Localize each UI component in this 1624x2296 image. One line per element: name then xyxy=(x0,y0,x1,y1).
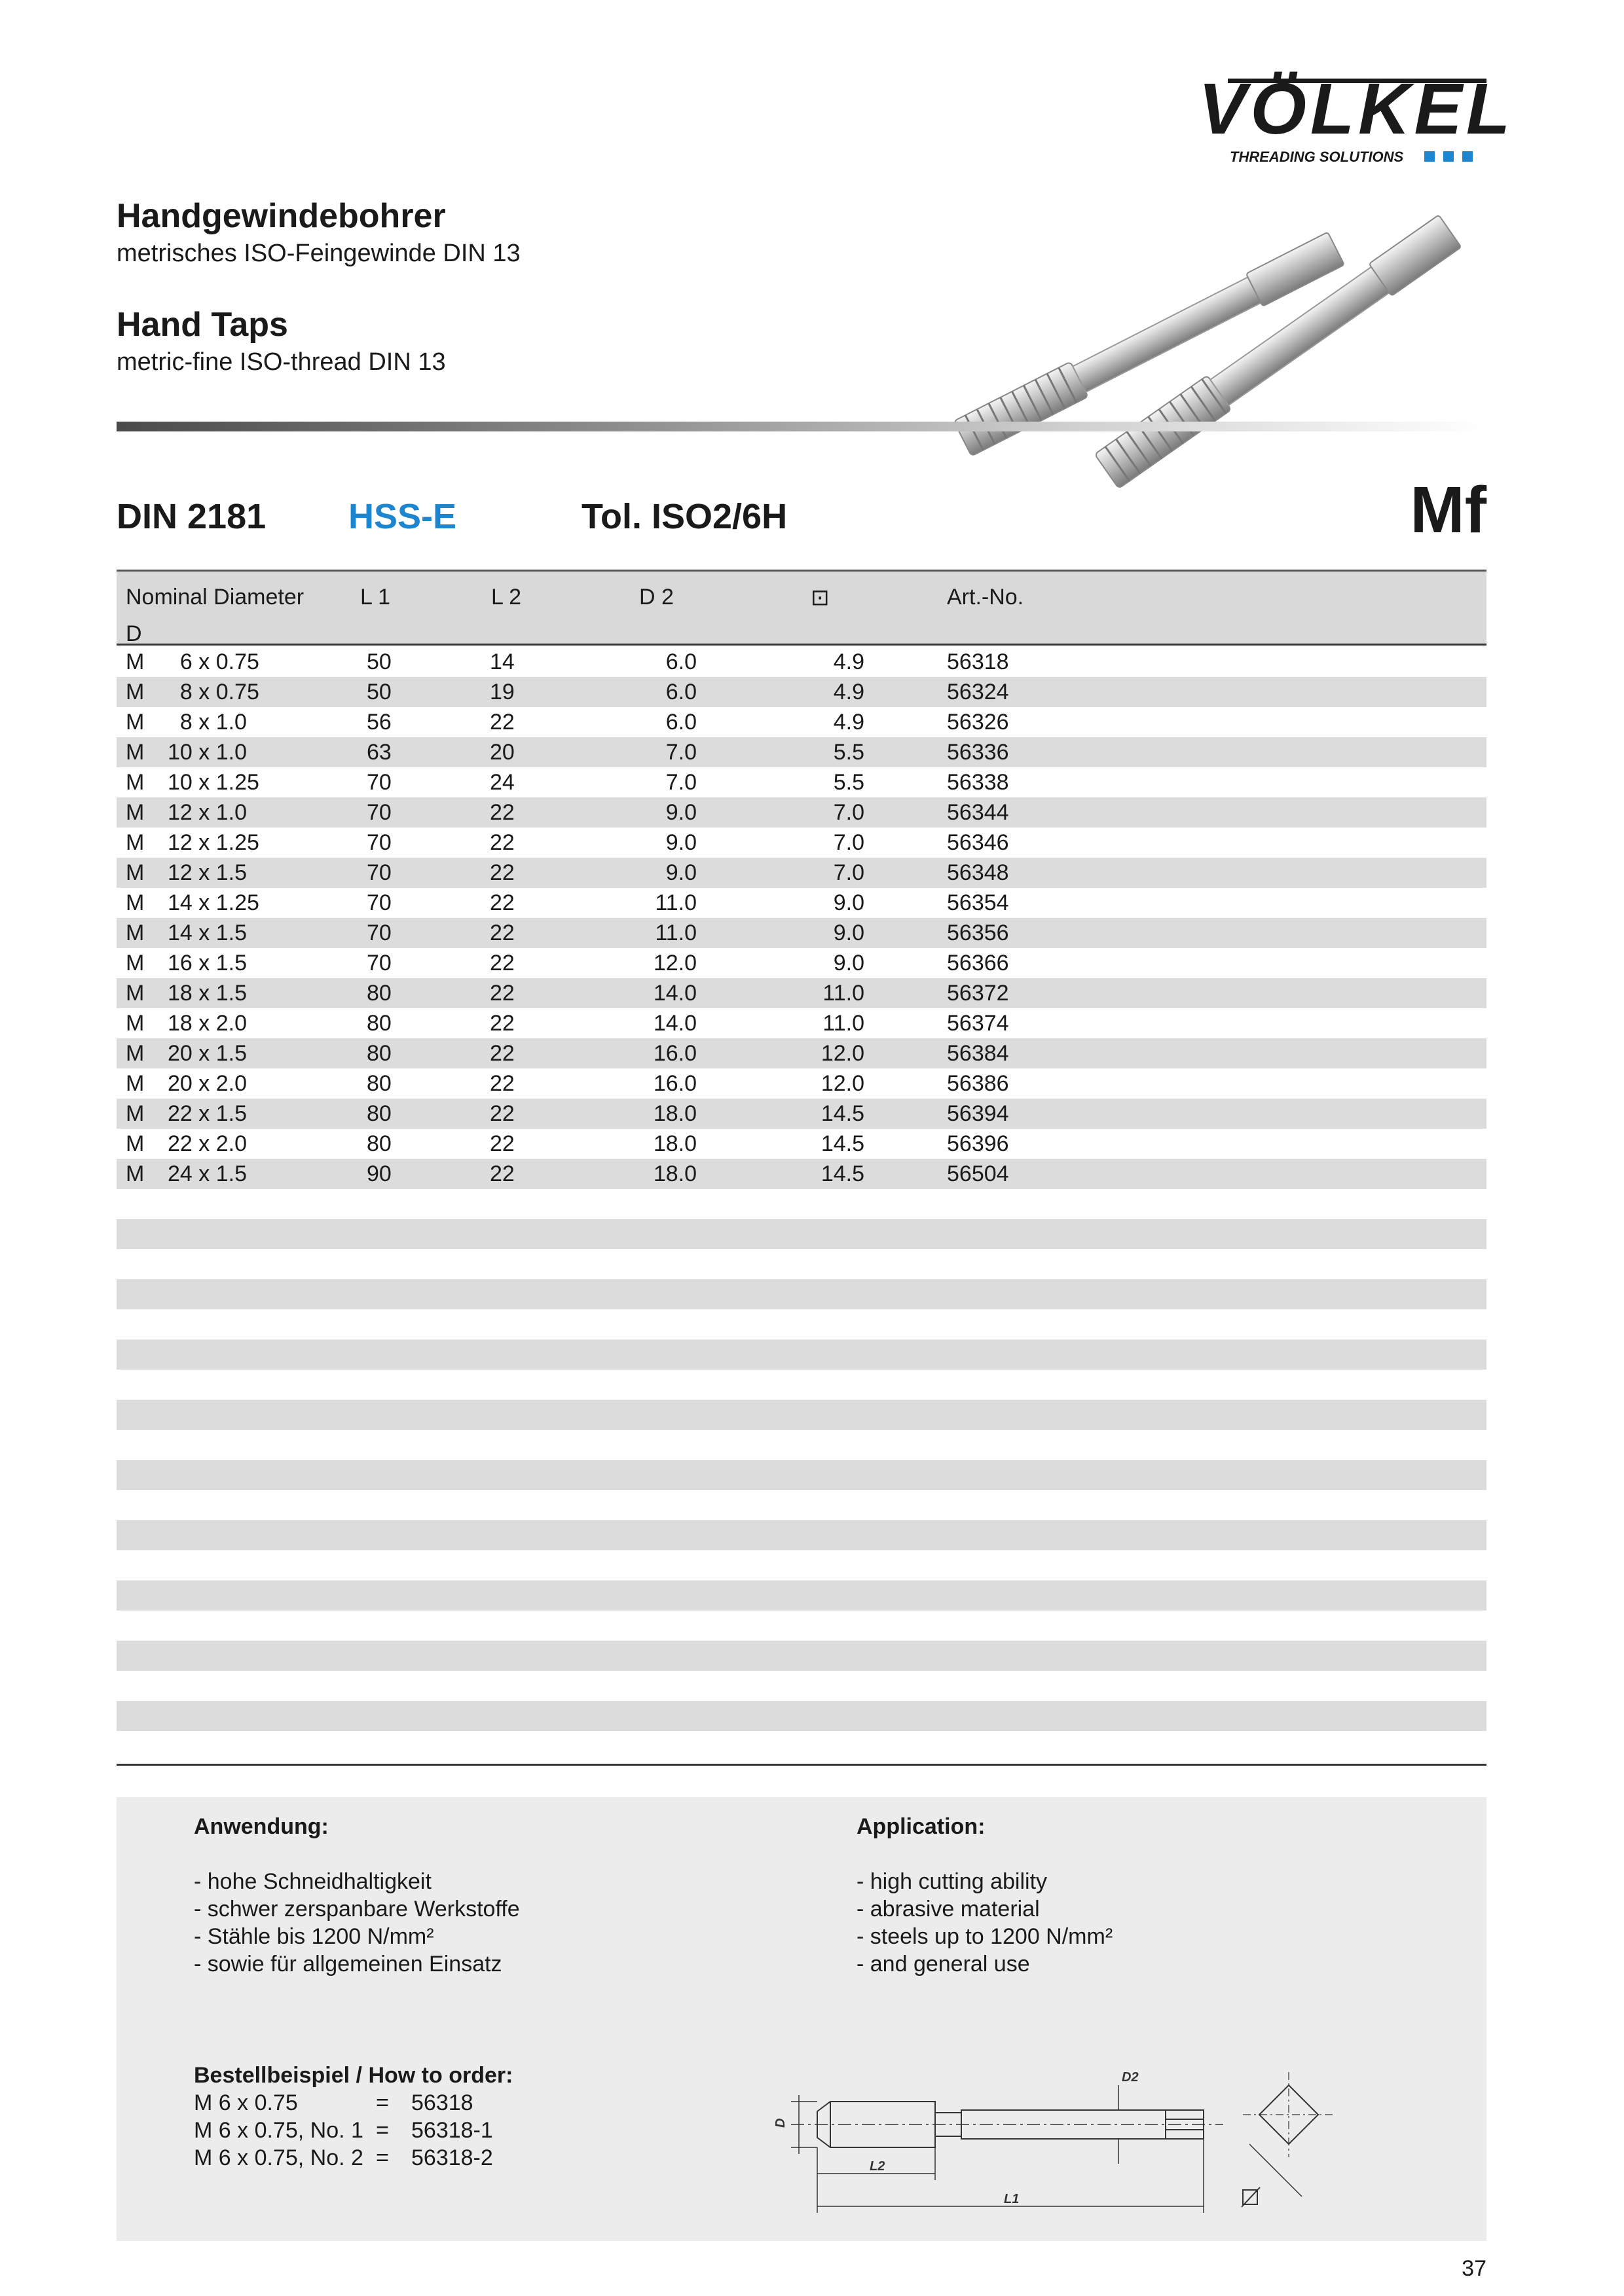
cell-m: M xyxy=(126,1041,145,1066)
order-label: M 6 x 0.75, No. 1 xyxy=(194,2118,363,2143)
cell-square: 12.0 xyxy=(821,1071,864,1096)
cell-size: 16 x 1.5 xyxy=(168,951,247,975)
cell-d2: 16.0 xyxy=(653,1041,697,1066)
cell-l2: 22 xyxy=(490,830,515,855)
table-row xyxy=(117,1159,1486,1189)
cell-l2: 20 xyxy=(490,740,515,765)
cell-square: 14.5 xyxy=(821,1161,864,1186)
cell-l2: 22 xyxy=(490,1041,515,1066)
table-row xyxy=(117,858,1486,888)
brand-tagline: THREADING SOLUTIONS xyxy=(1230,149,1404,165)
cell-m: M xyxy=(126,1011,145,1036)
cell-art-no: 56374 xyxy=(947,1011,1009,1036)
cell-l1: 80 xyxy=(367,1101,392,1126)
cell-square: 7.0 xyxy=(833,830,864,855)
application-item-en: - and general use xyxy=(857,1952,1030,1977)
cell-square: 14.5 xyxy=(821,1101,864,1126)
empty-table-band xyxy=(117,1701,1486,1731)
cell-size: 24 x 1.5 xyxy=(168,1161,247,1186)
cell-d2: 6.0 xyxy=(665,649,697,674)
cell-l2: 22 xyxy=(490,1161,515,1186)
subtitle-german: metrisches ISO-Feingewinde DIN 13 xyxy=(117,240,521,267)
cell-l1: 70 xyxy=(367,860,392,885)
cell-m: M xyxy=(126,1071,145,1096)
cell-square: 4.9 xyxy=(833,680,864,704)
cell-m: M xyxy=(126,920,145,945)
cell-art-no: 56384 xyxy=(947,1041,1009,1066)
page-number: 37 xyxy=(1462,2256,1486,2281)
cell-art-no: 56344 xyxy=(947,800,1009,825)
cell-size: 12 x 1.5 xyxy=(168,860,247,885)
table-row xyxy=(117,918,1486,948)
cell-m: M xyxy=(126,649,145,674)
hand-taps-image xyxy=(943,196,1506,498)
application-item-en: - steels up to 1200 N/mm² xyxy=(857,1924,1113,1949)
cell-d2: 7.0 xyxy=(665,740,697,765)
empty-table-band xyxy=(117,1520,1486,1550)
cell-l1: 80 xyxy=(367,1011,392,1036)
empty-table-band xyxy=(117,1460,1486,1490)
title-english: Hand Taps xyxy=(117,306,288,344)
cell-d2: 18.0 xyxy=(653,1161,697,1186)
cell-art-no: 56318 xyxy=(947,649,1009,674)
cell-d2: 9.0 xyxy=(665,860,697,885)
cell-size: 8 x 0.75 xyxy=(168,680,259,704)
cell-l2: 22 xyxy=(490,1131,515,1156)
empty-table-band xyxy=(117,1279,1486,1309)
subtitle-english: metric-fine ISO-thread DIN 13 xyxy=(117,348,446,376)
cell-square: 9.0 xyxy=(833,890,864,915)
cell-size: 8 x 1.0 xyxy=(168,710,247,735)
cell-d2: 16.0 xyxy=(653,1071,697,1096)
table-row xyxy=(117,1008,1486,1038)
cell-m: M xyxy=(126,981,145,1006)
application-item-de: - sowie für allgemeinen Einsatz xyxy=(194,1952,502,1977)
cell-art-no: 56326 xyxy=(947,710,1009,735)
cell-l1: 80 xyxy=(367,1071,392,1096)
table-row xyxy=(117,647,1486,677)
table-row xyxy=(117,737,1486,767)
cell-l1: 70 xyxy=(367,800,392,825)
cell-art-no: 56386 xyxy=(947,1071,1009,1096)
col-l1: L 1 xyxy=(360,585,391,610)
cell-d2: 18.0 xyxy=(653,1101,697,1126)
cell-square: 4.9 xyxy=(833,710,864,735)
cell-size: 14 x 1.25 xyxy=(168,890,259,915)
cell-d2: 18.0 xyxy=(653,1131,697,1156)
table-row xyxy=(117,797,1486,828)
table-row xyxy=(117,828,1486,858)
col-square: ⊡ xyxy=(811,585,830,610)
brand-logo: VÖLKEL xyxy=(1198,69,1515,149)
table-row xyxy=(117,707,1486,737)
application-item-de: - Stähle bis 1200 N/mm² xyxy=(194,1924,434,1949)
cell-square: 5.5 xyxy=(833,770,864,795)
cell-l1: 70 xyxy=(367,770,392,795)
cell-l2: 24 xyxy=(490,770,515,795)
application-item-de: - hohe Schneidhaltigkeit xyxy=(194,1869,432,1894)
cell-square: 5.5 xyxy=(833,740,864,765)
cell-m: M xyxy=(126,860,145,885)
cell-l1: 56 xyxy=(367,710,392,735)
cell-l2: 14 xyxy=(490,649,515,674)
cell-art-no: 56394 xyxy=(947,1101,1009,1126)
order-title: Bestellbeispiel / How to order: xyxy=(194,2063,513,2088)
order-equals: = xyxy=(376,2145,389,2170)
cell-d2: 11.0 xyxy=(655,920,697,945)
table-row xyxy=(117,888,1486,918)
cell-l1: 63 xyxy=(367,740,392,765)
order-code: 56318-1 xyxy=(411,2118,493,2143)
table-row xyxy=(117,1038,1486,1068)
cell-size: 12 x 1.25 xyxy=(168,830,259,855)
cell-art-no: 56366 xyxy=(947,951,1009,975)
cell-l1: 80 xyxy=(367,1041,392,1066)
cell-l2: 22 xyxy=(490,981,515,1006)
cell-size: 22 x 2.0 xyxy=(168,1131,247,1156)
cell-art-no: 56338 xyxy=(947,770,1009,795)
cell-square: 14.5 xyxy=(821,1131,864,1156)
cell-size: 6 x 0.75 xyxy=(168,649,259,674)
cell-l2: 22 xyxy=(490,920,515,945)
cell-d2: 14.0 xyxy=(653,1011,697,1036)
cell-l1: 50 xyxy=(367,649,392,674)
cell-size: 20 x 2.0 xyxy=(168,1071,247,1096)
cell-l2: 22 xyxy=(490,1011,515,1036)
order-code: 56318 xyxy=(411,2090,473,2115)
col-nominal-d: D xyxy=(126,621,142,646)
cell-l2: 22 xyxy=(490,1101,515,1126)
cell-d2: 14.0 xyxy=(653,981,697,1006)
cell-l1: 80 xyxy=(367,981,392,1006)
table-bottom-rule xyxy=(117,1764,1486,1766)
cell-art-no: 56348 xyxy=(947,860,1009,885)
cell-art-no: 56354 xyxy=(947,890,1009,915)
cell-size: 20 x 1.5 xyxy=(168,1041,247,1066)
table-row xyxy=(117,767,1486,797)
application-box xyxy=(117,1797,1486,2241)
cell-square: 9.0 xyxy=(833,951,864,975)
cell-square: 7.0 xyxy=(833,800,864,825)
thread-code: Mf xyxy=(1410,473,1486,547)
application-item-de: - schwer zerspanbare Werkstoffe xyxy=(194,1897,520,1922)
din-standard: DIN 2181 xyxy=(117,497,267,536)
application-item-en: - high cutting ability xyxy=(857,1869,1048,1894)
empty-table-band xyxy=(117,1339,1486,1370)
cell-m: M xyxy=(126,890,145,915)
cell-m: M xyxy=(126,710,145,735)
tolerance-label: Tol. ISO2/6H xyxy=(581,497,788,536)
application-title-en: Application: xyxy=(857,1814,986,1839)
cell-square: 11.0 xyxy=(822,981,864,1006)
cell-art-no: 56346 xyxy=(947,830,1009,855)
cell-size: 22 x 1.5 xyxy=(168,1101,247,1126)
cell-m: M xyxy=(126,680,145,704)
table-row xyxy=(117,948,1486,978)
cell-l1: 70 xyxy=(367,951,392,975)
table-row xyxy=(117,677,1486,707)
cell-d2: 6.0 xyxy=(665,680,697,704)
cell-size: 14 x 1.5 xyxy=(168,920,247,945)
table-header xyxy=(117,570,1486,646)
order-label: M 6 x 0.75, No. 2 xyxy=(194,2145,363,2170)
logo-square-icon xyxy=(1462,151,1473,162)
cell-d2: 12.0 xyxy=(653,951,697,975)
cell-square: 4.9 xyxy=(833,649,864,674)
cell-l1: 50 xyxy=(367,680,392,704)
material-label: HSS-E xyxy=(348,497,457,536)
order-label: M 6 x 0.75 xyxy=(194,2090,298,2115)
empty-table-band xyxy=(117,1219,1486,1249)
cell-square: 11.0 xyxy=(822,1011,864,1036)
logo-square-icon xyxy=(1424,151,1435,162)
cell-l2: 22 xyxy=(490,951,515,975)
cell-art-no: 56396 xyxy=(947,1131,1009,1156)
cell-art-no: 56336 xyxy=(947,740,1009,765)
cell-m: M xyxy=(126,951,145,975)
cell-d2: 6.0 xyxy=(665,710,697,735)
order-equals: = xyxy=(376,2118,389,2143)
col-d2: D 2 xyxy=(639,585,674,610)
logo-square-icon xyxy=(1443,151,1454,162)
cell-square: 12.0 xyxy=(821,1041,864,1066)
cell-square: 9.0 xyxy=(833,920,864,945)
cell-l1: 90 xyxy=(367,1161,392,1186)
cell-art-no: 56324 xyxy=(947,680,1009,704)
cell-size: 18 x 2.0 xyxy=(168,1011,247,1036)
cell-l2: 22 xyxy=(490,890,515,915)
order-equals: = xyxy=(376,2090,389,2115)
dim-label-d2: D2 xyxy=(1122,2072,1139,2085)
cell-size: 10 x 1.0 xyxy=(168,740,247,765)
cell-l1: 80 xyxy=(367,1131,392,1156)
col-l2: L 2 xyxy=(491,585,522,610)
cell-art-no: 56372 xyxy=(947,981,1009,1006)
cell-m: M xyxy=(126,1161,145,1186)
header-divider xyxy=(117,422,1486,431)
cell-d2: 7.0 xyxy=(665,770,697,795)
cell-l1: 70 xyxy=(367,830,392,855)
col-art-no: Art.-No. xyxy=(947,585,1024,610)
cell-d2: 9.0 xyxy=(665,800,697,825)
title-german: Handgewindebohrer xyxy=(117,197,446,235)
empty-table-band xyxy=(117,1580,1486,1611)
tap-technical-drawing xyxy=(765,2072,1354,2223)
cell-l2: 22 xyxy=(490,710,515,735)
cell-art-no: 56504 xyxy=(947,1161,1009,1186)
cell-m: M xyxy=(126,1131,145,1156)
empty-table-band xyxy=(117,1641,1486,1671)
cell-d2: 11.0 xyxy=(655,890,697,915)
table-row xyxy=(117,978,1486,1008)
cell-m: M xyxy=(126,1101,145,1126)
cell-l2: 19 xyxy=(490,680,515,704)
col-nominal-diameter: Nominal Diameter xyxy=(126,585,304,610)
dim-label-l1: L1 xyxy=(1004,2192,1020,2206)
cell-m: M xyxy=(126,800,145,825)
cell-l2: 22 xyxy=(490,860,515,885)
application-item-en: - abrasive material xyxy=(857,1897,1040,1922)
cell-art-no: 56356 xyxy=(947,920,1009,945)
cell-size: 12 x 1.0 xyxy=(168,800,247,825)
dim-label-d: D xyxy=(773,2118,788,2128)
table-row xyxy=(117,1068,1486,1099)
cell-m: M xyxy=(126,740,145,765)
table-row xyxy=(117,1129,1486,1159)
cell-m: M xyxy=(126,770,145,795)
dim-label-l2: L2 xyxy=(870,2159,885,2174)
cell-l1: 70 xyxy=(367,890,392,915)
cell-l2: 22 xyxy=(490,1071,515,1096)
table-row xyxy=(117,1099,1486,1129)
cell-size: 18 x 1.5 xyxy=(168,981,247,1006)
cell-square: 7.0 xyxy=(833,860,864,885)
application-title-de: Anwendung: xyxy=(194,1814,329,1839)
cell-d2: 9.0 xyxy=(665,830,697,855)
cell-l2: 22 xyxy=(490,800,515,825)
cell-m: M xyxy=(126,830,145,855)
empty-table-band xyxy=(117,1400,1486,1430)
cell-l1: 70 xyxy=(367,920,392,945)
order-code: 56318-2 xyxy=(411,2145,493,2170)
cell-size: 10 x 1.25 xyxy=(168,770,259,795)
